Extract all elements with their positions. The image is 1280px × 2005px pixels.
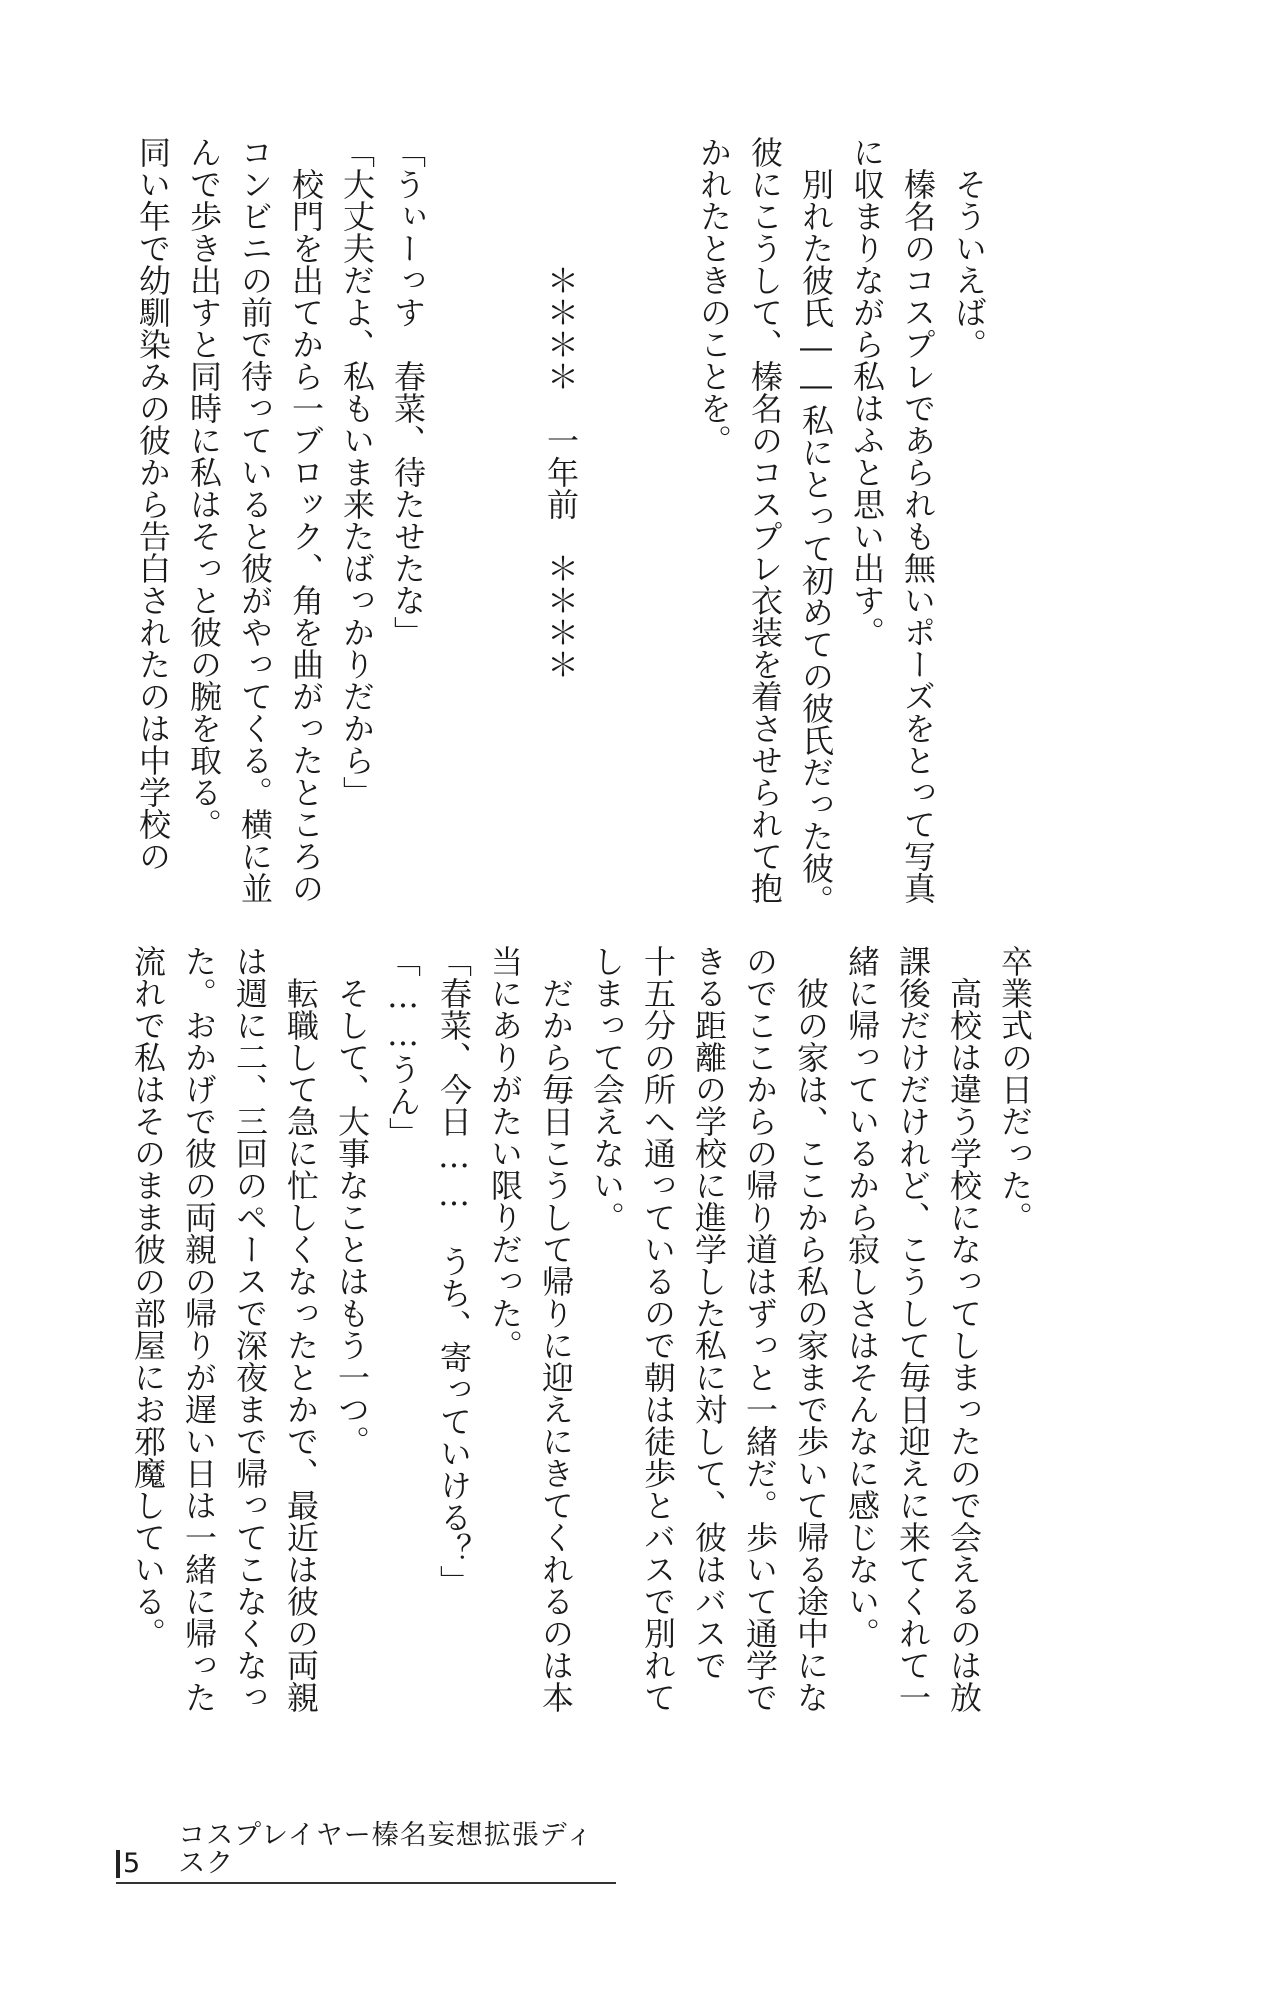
text-line: に収まりながら私はふと思い出す。 bbox=[848, 136, 886, 648]
text-line: 当にありがたい限りだった。 bbox=[486, 945, 524, 1361]
dialogue-line: 「……うん」 bbox=[384, 945, 422, 1149]
text-line: そういえば。 bbox=[950, 168, 988, 360]
text-line: 彼の家は、ここから私の家まで歩いて帰る途中にな bbox=[792, 977, 830, 1713]
lower-text-block bbox=[122, 945, 1040, 1725]
dialogue-line: 「うぃーっす 春菜、待たせたな」 bbox=[389, 136, 427, 648]
book-title: コスプレイヤー榛名妄想拡張ディスク bbox=[178, 1820, 594, 1879]
blank-line bbox=[433, 136, 484, 916]
blank-line bbox=[637, 136, 688, 916]
text-line: だから毎日こうして帰りに迎えにきてくれるのは本 bbox=[537, 977, 575, 1713]
dialogue-line: 「大丈夫だよ、私もいま来たばっかりだから」 bbox=[338, 136, 376, 808]
text-line: 流れで私はそのまま彼の部屋にお邪魔している。 bbox=[129, 945, 167, 1649]
text-line: 十五分の所へ通っているので朝は徒歩とバスで別れて bbox=[639, 945, 677, 1713]
upper-text-block bbox=[127, 136, 994, 916]
page-footer bbox=[116, 1822, 616, 1884]
text-line: 卒業式の日だった。 bbox=[996, 945, 1034, 1233]
text-line: 榛名のコスプレであられも無いポーズをとって写真 bbox=[899, 168, 937, 904]
text-line: 緒に帰っているから寂しさはそんなに感じない。 bbox=[843, 945, 881, 1649]
text-line: 課後だけだけれど、こうして毎日迎えに来てくれて一 bbox=[894, 945, 932, 1713]
blank-line bbox=[586, 136, 637, 916]
text-line: 高校は違う学校になってしまったので会えるのは放 bbox=[945, 977, 983, 1713]
text-line: かれたときのことを。 bbox=[695, 136, 733, 456]
text-line: コンビニの前で待っていると彼がやってくる。横に並 bbox=[236, 136, 274, 904]
section-divider-heading: ＊＊＊＊ 一年前 ＊＊＊＊ bbox=[542, 264, 580, 680]
text-line: 同い年で幼馴染みの彼から告白されたのは中学校の bbox=[134, 136, 172, 872]
text-line: きる距離の学校に進学した私に対して、彼はバスで bbox=[690, 945, 728, 1681]
text-line: は週に二、三回のペースで深夜まで帰ってこなくなっ bbox=[231, 945, 269, 1713]
text-line: んで歩き出すと同時に私はそっと彼の腕を取る。 bbox=[185, 136, 223, 840]
dialogue-line: 「春菜、今日…… うち、寄っていける？」 bbox=[435, 945, 473, 1597]
text-line: 別れた彼氏――私にとって初めての彼氏だった彼。 bbox=[797, 168, 835, 916]
blank-line bbox=[484, 136, 535, 916]
page-number: 5 bbox=[116, 1850, 140, 1878]
text-line: 彼にこうして、榛名のコスプレ衣装を着させられて抱 bbox=[746, 136, 784, 904]
text-line: た。おかげで彼の両親の帰りが遅い日は一緒に帰った bbox=[180, 945, 218, 1713]
text-line: しまって会えない。 bbox=[588, 945, 626, 1233]
text-line: 校門を出てから一ブロック、角を曲がったところの bbox=[287, 168, 325, 904]
text-line: そして、大事なことはもう一つ。 bbox=[333, 977, 371, 1457]
text-line: 転職して急に忙しくなったとかで、最近は彼の両親 bbox=[282, 977, 320, 1713]
text-line: のでここからの帰り道はずっと一緒だ。歩いて通学で bbox=[741, 945, 779, 1713]
